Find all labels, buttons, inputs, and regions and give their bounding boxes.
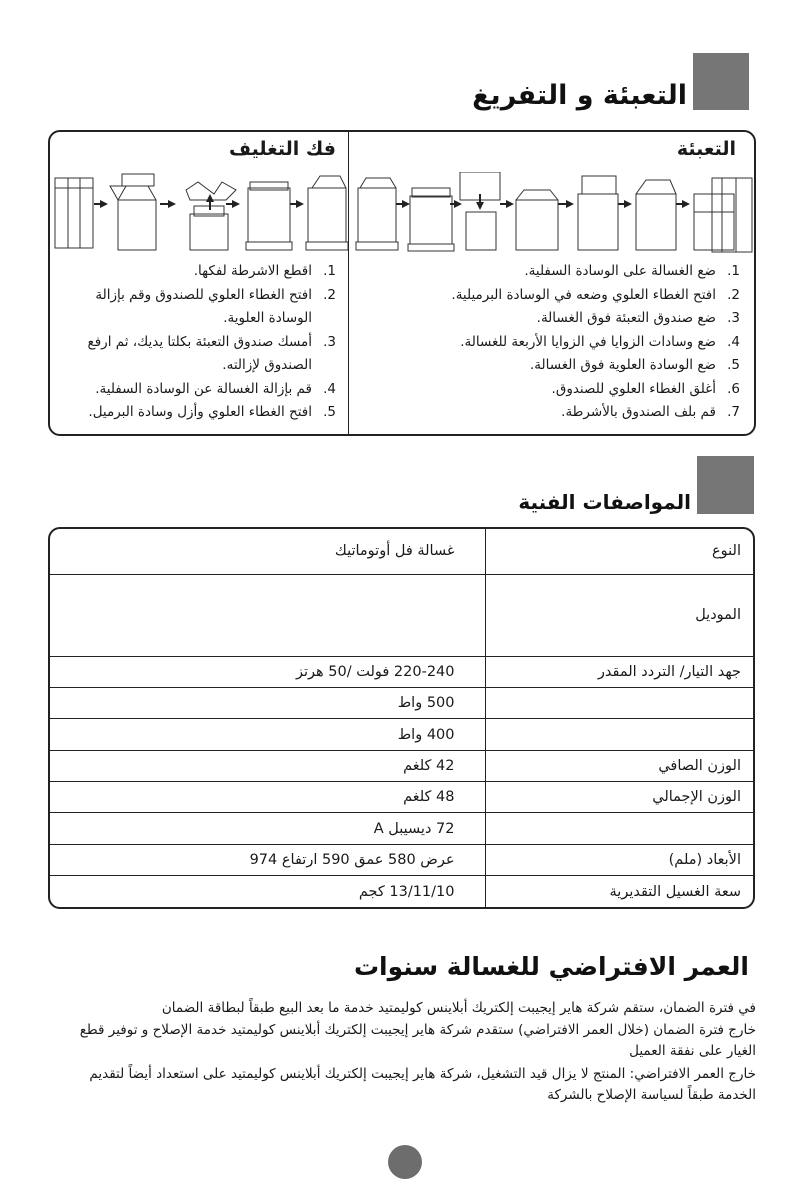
table-row xyxy=(50,750,753,781)
specs-section-title: المواصفات الفنية xyxy=(518,490,691,514)
unpacking-steps-list xyxy=(64,260,336,425)
lifetime-paragraph-out-of-warranty: خارج فترة الضمان (خلال العمر الافتراضي) ستقدم شركة هاير إيجيبت إلكتريك أبلاينس كوليمتيد خدمة الإصلاح و توفير قطع الغيار على نفقة العميل xyxy=(79,1022,756,1059)
list-item: 1. اقطع الاشرطة لفكها. xyxy=(193,263,336,279)
lifetime-section-title: العمر الافتراضي للغسالة سنوات xyxy=(353,952,749,981)
spec-value: 42 كلغم xyxy=(50,750,485,781)
packing-column-title: التعبئة xyxy=(676,138,736,160)
spec-value: عرض 580 عمق 590 ارتفاع 974 xyxy=(50,844,485,875)
unpacking-illustration xyxy=(50,172,348,254)
spec-value: 48 كلغم xyxy=(50,782,485,813)
table-row xyxy=(50,688,753,719)
lifetime-paragraph-warranty: في فترة الضمان، ستقم شركة هاير إيجيبت إلكتريك أبلاينس كوليمتيد خدمة ما بعد البيع طبقاً لبطاقة الضمان xyxy=(161,1000,756,1016)
list-item: 7. قم بلف الصندوق بالأشرطة. xyxy=(561,404,740,420)
packing-section-title: التعبئة و التفريغ xyxy=(472,80,687,111)
spec-label: النوع xyxy=(485,529,753,574)
list-item: 4. قم بإزالة الغسالة عن الوسادة السفلية. xyxy=(95,380,336,397)
table-row xyxy=(50,844,753,875)
unpacking-column-title: فك التغليف xyxy=(228,138,336,160)
table-row xyxy=(50,782,753,813)
list-item: 5. افتح الغطاء العلوي وأزل وسادة البرميل. xyxy=(88,404,336,420)
spec-value: 13/11/10 كجم xyxy=(358,883,455,900)
table-row xyxy=(50,813,753,844)
list-item: 6. أغلق الغطاء العلوي للصندوق. xyxy=(551,380,740,397)
list-item: 3. ضع صندوق التعبئة فوق الغسالة. xyxy=(536,310,740,326)
spec-value: 220-240 فولت /50 هرتز xyxy=(50,656,485,687)
packing-instructions-box xyxy=(48,130,756,436)
table-row xyxy=(50,529,753,574)
spec-label: جهد التيار/ التردد المقدر xyxy=(485,656,753,687)
column-divider xyxy=(348,132,349,434)
spec-value xyxy=(50,574,485,656)
list-item: 3. أمسك صندوق التعبئة بكلتا يديك، ثم ارفع الصندوق لإزالته. xyxy=(87,333,336,373)
spec-label xyxy=(485,688,753,719)
list-item: 2. افتح الغطاء العلوي وضعه في الوسادة البرميلية. xyxy=(451,286,740,303)
spec-label: الوزن الصافي xyxy=(485,750,753,781)
lifetime-paragraph-beyond-lifetime: خارج العمر الافتراضي: المنتج لا يزال قيد التشغيل، شركة هاير إيجيبت إلكتريك أبلاينس كوليمتيد على استعداد أيضاً لتقديم الخدمة طبقاً لسياسة الإصلاح بالشركة xyxy=(89,1066,756,1103)
packing-illustration xyxy=(350,172,756,254)
section-marker-square xyxy=(697,456,754,514)
spec-label xyxy=(485,813,753,844)
table-row xyxy=(50,876,753,907)
table-row xyxy=(50,656,753,687)
spec-label: سعة الغسيل التقديرية xyxy=(485,876,753,907)
packing-steps-list xyxy=(360,260,740,425)
page-number-badge xyxy=(388,1145,422,1179)
spec-label xyxy=(485,719,753,750)
spec-label: الموديل xyxy=(485,574,753,656)
spec-label: الوزن الإجمالي xyxy=(485,782,753,813)
spec-value: 400 واط xyxy=(50,719,485,750)
list-item: 1. ضع الغسالة على الوسادة السفلية. xyxy=(524,263,740,279)
spec-value: 72 ديسيبل A xyxy=(50,813,485,844)
list-item: 5. ضع الوسادة العلوية فوق الغسالة. xyxy=(529,357,740,373)
spec-label: الأبعاد (ملم) xyxy=(485,844,753,875)
spec-value: 500 واط xyxy=(50,688,485,719)
table-row xyxy=(50,719,753,750)
specifications-table xyxy=(48,527,755,909)
list-item: 2. افتح الغطاء العلوي للصندوق وقم بإزالة الوسادة العلوية. xyxy=(95,286,336,326)
list-item: 4. ضع وسادات الزوايا في الزوايا الأربعة للغسالة. xyxy=(460,333,740,350)
table-row xyxy=(50,574,753,656)
section-marker-square xyxy=(693,53,749,110)
spec-value: غسالة فل أوتوماتيك xyxy=(50,529,485,574)
